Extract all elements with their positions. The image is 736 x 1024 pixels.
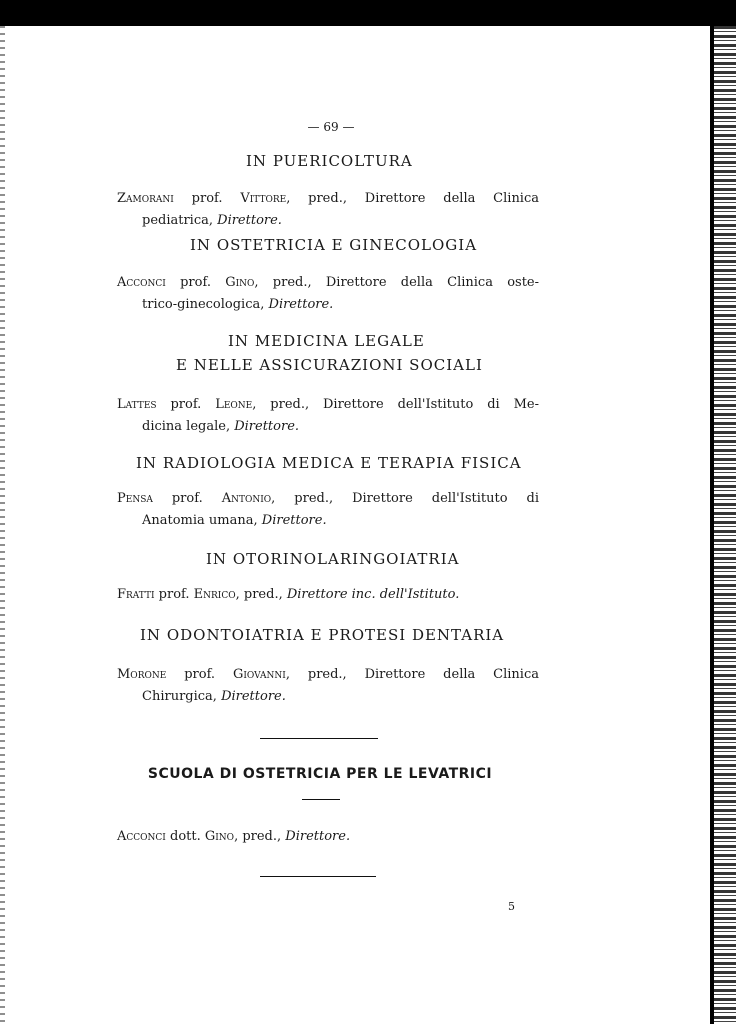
entry-acconci-school: Acconci dott. Gino, pred., Direttore.	[117, 829, 351, 844]
school-title: SCUOLA DI OSTETRICIA PER LE LEVATRICI	[147, 766, 493, 782]
section-heading-radiologia: IN RADIOLOGIA MEDICA E TERAPIA FISICA	[136, 454, 522, 472]
first-name: Enrico	[193, 587, 236, 602]
entry-fratti: Fratti prof. Enrico, pred., Direttore inc. dell'Istituto.	[117, 587, 460, 602]
section-heading-otorinolaringoiatria: IN OTORINOLARINGOIATRIA	[206, 550, 460, 568]
title-underline	[302, 799, 340, 800]
section-heading-ostetricia: IN OSTETRICIA E GINECOLOGIA	[190, 236, 478, 254]
entry-pensa: Pensa prof. Antonio, pred., Direttore dell'Istituto di Anatomia umana, Direttore.	[117, 491, 539, 528]
entry-acconci: Acconci prof. Gino, pred., Direttore della Clinica oste- trico-ginecologica, Direttore.	[117, 275, 540, 312]
end-divider	[260, 876, 376, 877]
surname: Pensa	[117, 491, 153, 506]
surname: Lattes	[117, 397, 157, 412]
section-heading-puericoltura: IN PUERICOLTURA	[246, 152, 413, 170]
section-divider	[260, 738, 378, 739]
surname: Acconci	[117, 829, 166, 844]
first-name: Leone	[215, 397, 253, 412]
first-name: Gino	[225, 275, 255, 290]
entry-zamorani: Zamorani prof. Vittore, pred., Direttore della Clinica pediatrica, Direttore.	[117, 191, 540, 228]
scan-left-edge	[0, 26, 5, 1024]
surname: Fratti	[117, 587, 155, 602]
surname: Morone	[117, 667, 167, 682]
first-name: Giovanni	[232, 667, 286, 682]
first-name: Gino	[204, 829, 235, 844]
entry-morone: Morone prof. Giovanni, pred., Direttore della Clinica Chirurgica, Direttore.	[117, 667, 539, 704]
scan-right-edge	[714, 26, 736, 1024]
first-name: Vittore	[240, 191, 287, 206]
section-heading-odontoiatria: IN ODONTOIATRIA E PROTESI DENTARIA	[140, 626, 505, 644]
section-heading-medicina-legale: IN MEDICINA LEGALE	[228, 332, 425, 350]
first-name: Antonio	[221, 491, 272, 506]
section-heading-assicurazioni: E NELLE ASSICURAZIONI SOCIALI	[176, 356, 483, 374]
scan-top-border	[0, 0, 736, 26]
signature-mark: 5	[508, 900, 515, 913]
surname: Zamorani	[117, 191, 174, 206]
page-number: — 69 —	[307, 120, 355, 134]
entry-lattes: Lattes prof. Leone, pred., Direttore dell'Istituto di Me- dicina legale, Direttore.	[117, 397, 539, 434]
surname: Acconci	[117, 275, 166, 290]
